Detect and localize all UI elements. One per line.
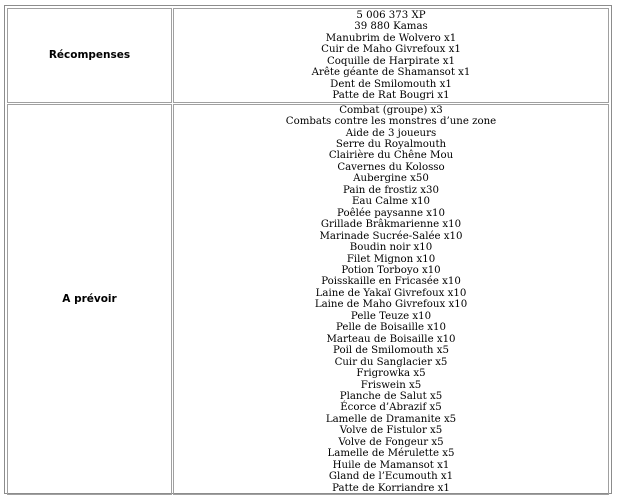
quest-info-table	[6, 7, 610, 496]
reward-item: Cuir de Maho Givrefoux x1	[321, 44, 461, 56]
preparation-item: Eau Calme x10	[351, 196, 431, 208]
quest-table-frame	[4, 5, 612, 494]
preparation-item: Lamelle de Mérulette x5	[327, 448, 455, 460]
preparation-item: Potion Torboyo x10	[341, 264, 441, 276]
preparation-item: Aubergine x50	[353, 173, 429, 185]
preparation-item: Combats contre les monstres d’une zone	[285, 116, 497, 128]
reward-item: Manubrim de Wolvero x1	[325, 32, 457, 44]
table-row-preparation	[7, 104, 609, 495]
preparation-item: Clairière du Chêne Mou	[328, 150, 454, 162]
preparation-item: Serre du Royalmouth	[335, 138, 447, 150]
preparation-item: Poisskaille en Fricasée x10	[321, 276, 461, 288]
preparation-item: Combat (groupe) x3	[339, 104, 443, 116]
preparation-item: Cuir du Sanglacier x5	[334, 356, 448, 368]
preparation-item: Marinade Sucrée-Salée x10	[319, 230, 463, 242]
preparation-item: Écorce d’Abrazif x5	[340, 402, 442, 414]
rewards-cell	[173, 8, 609, 103]
reward-item: 5 006 373 XP	[356, 10, 426, 21]
preparation-label: A prévoir	[7, 104, 172, 495]
reward-item: 39 880 Kamas	[354, 21, 428, 33]
reward-item: Arête géante de Shamansot x1	[311, 67, 471, 79]
preparation-item: Marteau de Boisaille x10	[326, 333, 456, 345]
preparation-item: Grillade Brâkmarienne x10	[320, 219, 462, 231]
rewards-label: Récompenses	[7, 8, 172, 103]
preparation-item: Volve de Fistulor x5	[339, 425, 443, 437]
preparation-item: Pelle de Boisaille x10	[336, 322, 446, 334]
preparation-item: Lamelle de Dramanite x5	[325, 413, 457, 425]
table-row-rewards	[7, 8, 609, 103]
preparation-list	[174, 105, 608, 494]
preparation-item: Friswein x5	[360, 379, 422, 391]
reward-item: Coquille de Harpirate x1	[327, 55, 455, 67]
preparation-item: Gland de l’Ecumouth x1	[328, 471, 454, 483]
preparation-item: Pelle Teuze x10	[350, 310, 432, 322]
preparation-cell	[173, 104, 609, 495]
preparation-item: Cavernes du Kolosso	[337, 161, 445, 173]
preparation-item: Patte de Korriandre x1	[332, 482, 450, 494]
preparation-item: Poêlée paysanne x10	[337, 207, 445, 219]
rewards-list	[174, 9, 608, 102]
preparation-item: Planche de Salut x5	[339, 390, 443, 402]
preparation-item: Pain de frostiz x30	[343, 184, 439, 196]
preparation-item: Huile de Mamansot x1	[332, 459, 450, 471]
preparation-item: Volve de Fongeur x5	[338, 436, 444, 448]
reward-item: Patte de Rat Bougri x1	[332, 90, 450, 102]
preparation-item: Laine de Yakaï Givrefoux x10	[315, 287, 467, 299]
preparation-item: Laine de Maho Givrefoux x10	[314, 299, 468, 311]
preparation-item: Filet Mignon x10	[346, 253, 436, 265]
reward-item: Dent de Smilomouth x1	[330, 78, 452, 90]
preparation-item: Poil de Smilomouth x5	[333, 345, 449, 357]
preparation-item: Aide de 3 joueurs	[345, 127, 437, 139]
preparation-item: Frigrowka x5	[356, 368, 426, 380]
preparation-item: Boudin noir x10	[349, 242, 433, 254]
